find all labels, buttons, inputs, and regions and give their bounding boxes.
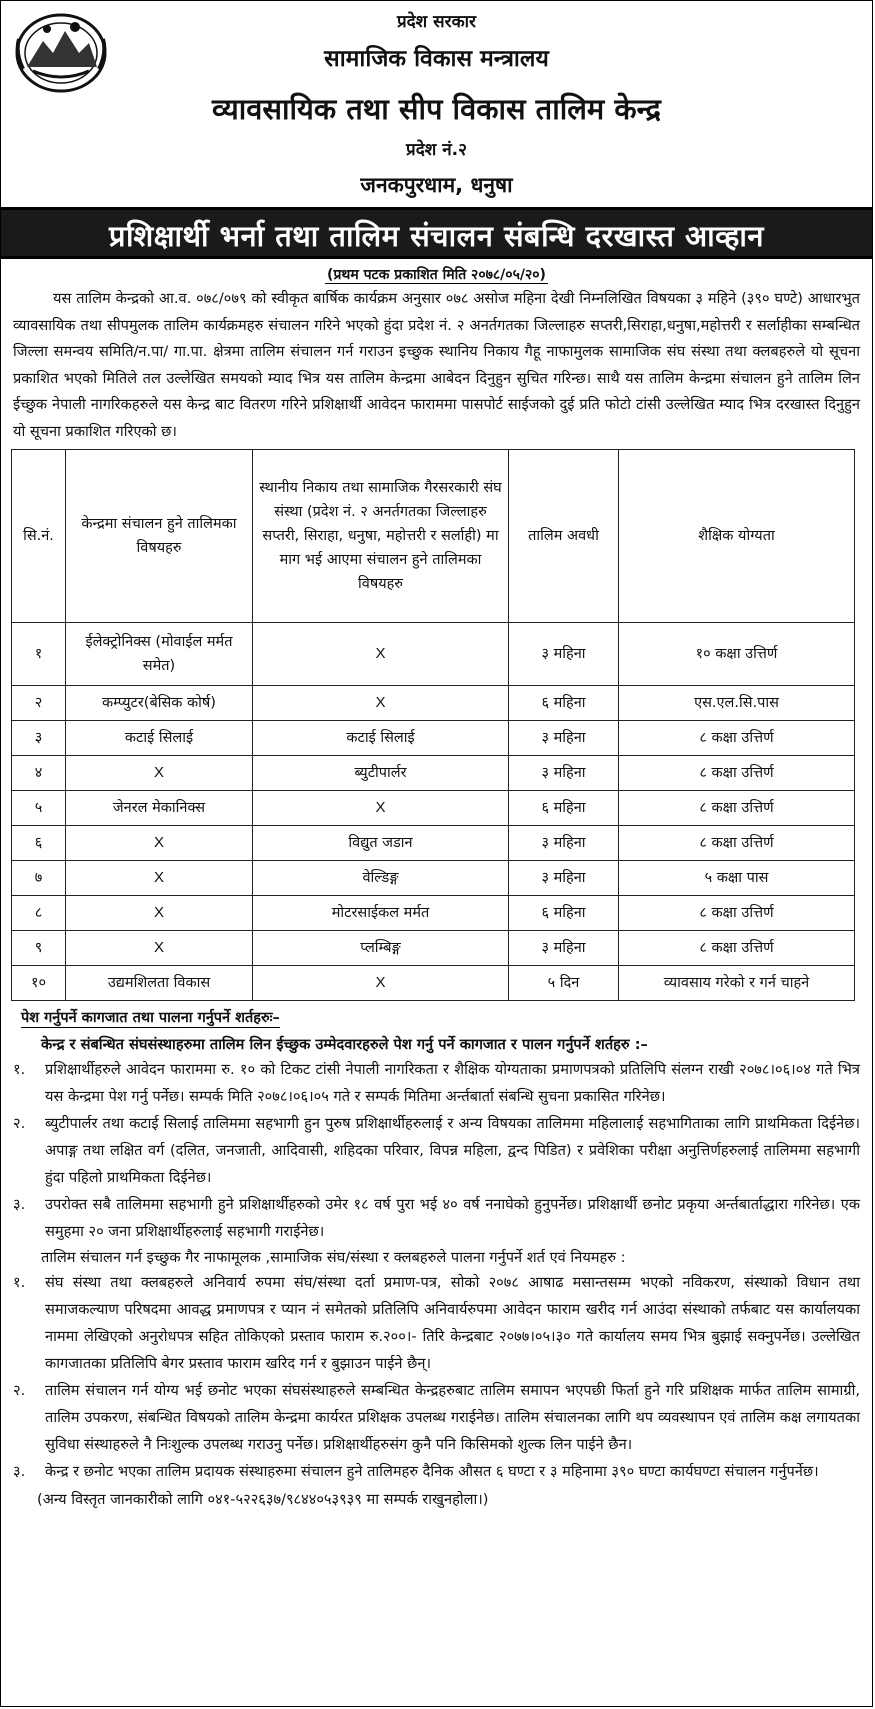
cell-center: जेनरल मेकानिक्स bbox=[66, 791, 253, 826]
cell-center: X bbox=[66, 931, 253, 966]
cell-qualification: एस.एल.सि.पास bbox=[619, 686, 855, 721]
cell-duration: ५ दिन bbox=[509, 966, 619, 1001]
item-text: संघ संस्था तथा क्लबहरुले अनिवार्य रुपमा संघ/संस्था दर्ता प्रमाण-पत्र, सोको २०७८ आषाढ मसान्तसम्म भएको नविकरण, संस्थाको विधान तथा समाजकल्याण परिषदमा आवद्ध प्रमाणपत्र र प्यान नं समेतको प्रतिलिपि अनिवार्यरुपमा आवेदन फाराम खरीद गर्न आउंदा संस्थाको तर्फबाट यस कार्यालयका नाममा लेखिएको अनुरोधपत्र सहित तोकिएको प्रस्ताव फाराम रु.२००।- तिरि केन्द्रबाट २०७७।०५।३० गते कार्यालय समय भित्र बुझाई सक्नुपर्नेछ। उल्लेखित कागजातका प्रतिलिपि बेगर प्रस्ताव फाराम खरिद गर्न र बुझाउन पाईने छैन्। bbox=[45, 1274, 860, 1372]
table-row bbox=[12, 791, 855, 826]
cell-sn: ७ bbox=[12, 861, 66, 896]
cell-duration: ३ महिना bbox=[509, 861, 619, 896]
cell-duration: ३ महिना bbox=[509, 826, 619, 861]
list-item bbox=[13, 1191, 860, 1245]
item-text: उपरोक्त सबै तालिममा सहभागी हुने प्रशिक्षार्थीहरुको उमेर १८ वर्ष पुरा भई ४० वर्ष ननाघेको हुनुपर्नेछ। प्रशिक्षार्थी छनोट प्रकृया अर्न्तबार्ताद्धारा गरिनेछ। एक समुहमा २० जना प्रशिक्षार्थीहरुलाई सहभागी गराईनेछ। bbox=[45, 1196, 860, 1240]
list-item bbox=[13, 1458, 860, 1485]
table-row bbox=[12, 896, 855, 931]
training-table bbox=[11, 449, 855, 1001]
header-center-subjects: केन्द्रमा संचालन हुने तालिमका विषयहरु bbox=[66, 450, 253, 623]
cell-local: मोटरसाईकल मर्मत bbox=[253, 896, 509, 931]
item-number: ३. bbox=[13, 1196, 26, 1213]
item-number: १. bbox=[13, 1274, 26, 1291]
list-item bbox=[13, 1269, 860, 1377]
table-row bbox=[12, 721, 855, 756]
cell-local: X bbox=[253, 686, 509, 721]
cell-duration: ६ महिना bbox=[509, 686, 619, 721]
published-date bbox=[1, 265, 872, 284]
header-line-ministry: सामाजिक विकास मन्त्रालय bbox=[324, 46, 549, 72]
cell-local: X bbox=[253, 966, 509, 1001]
cell-qualification: ८ कक्षा उत्तिर्ण bbox=[619, 896, 855, 931]
cell-duration: ६ महिना bbox=[509, 896, 619, 931]
cell-local: ब्युटीपार्लर bbox=[253, 756, 509, 791]
cell-sn: ८ bbox=[12, 896, 66, 931]
header-line-training-center: व्यावसायिक तथा सीप विकास तालिम केन्द्र bbox=[212, 92, 661, 126]
cell-qualification: १० कक्षा उत्तिर्ण bbox=[619, 623, 855, 686]
cell-center: ईलेक्ट्रोनिक्स (मोवाईल मर्मत समेत) bbox=[66, 623, 253, 686]
cell-qualification: व्यावसाय गरेको र गर्न चाहने bbox=[619, 966, 855, 1001]
cell-sn: ९ bbox=[12, 931, 66, 966]
cell-duration: ३ महिना bbox=[509, 931, 619, 966]
table-row bbox=[12, 623, 855, 686]
cell-duration: ३ महिना bbox=[509, 721, 619, 756]
cell-duration: ३ महिना bbox=[509, 756, 619, 791]
table-header-row bbox=[12, 450, 855, 623]
cell-qualification: ५ कक्षा पास bbox=[619, 861, 855, 896]
header-line-location: जनकपुरधाम, धनुषा bbox=[360, 173, 513, 197]
cell-local: X bbox=[253, 623, 509, 686]
item-text: ब्युटीपार्लर तथा कटाई सिलाई तालिममा सहभागी हुन पुरुष प्रशिक्षार्थीहरुलाई र अन्य विषयका तालिममा महिलालाई सहभागिताका लागि प्राथमिकता दिईनेछ। अपाङ्ग तथा लक्षित वर्ग (दलित, जनजाती, आदिवासी, शहिदका परिवार, विपन्न महिला, द्वन्द पिडित) र प्रवेशिका परीक्षा अनुत्तिर्णहरुलाई तालिममा सहभागी हुंदा पहिलो प्राथमिकता दिईनेछ। bbox=[45, 1115, 860, 1186]
cell-sn: १ bbox=[12, 623, 66, 686]
item-text: प्रशिक्षार्थीहरुले आवेदन फाराममा रु. १० को टिकट टांसी नेपाली नागरिकता र शैक्षिक योग्यताका प्रमाणपत्रको प्रतिलिपि संलग्न राखी २०७८।०६।०४ गते भित्र यस केन्द्रमा पेश गर्नु पर्नेछ। सम्पर्क मिति २०७८।०६।०५ गते र सम्पर्क मितिमा अर्न्तबार्ता संबन्धि सुचना प्रकासित गरिनेछ। bbox=[45, 1061, 860, 1105]
cell-local: कटाई सिलाई bbox=[253, 721, 509, 756]
cell-center: उद्यमशिलता विकास bbox=[66, 966, 253, 1001]
cell-sn: ५ bbox=[12, 791, 66, 826]
header-local-subjects: स्थानीय निकाय तथा सामाजिक गैरसरकारी संघ संस्था (प्रदेश नं. २ अनर्तगतका जिल्लाहरु सप्तरी, सिराहा, धनुषा, महोत्तरी र सर्लाही) मा माग भई आएमा संचालन हुने तालिमका विषयहरु bbox=[253, 450, 509, 623]
cell-local: प्लम्बिङ्ग bbox=[253, 931, 509, 966]
intro-paragraph: यस तालिम केन्द्रको आ.व. ०७८/०७९ को स्वीकृत बार्षिक कार्यक्रम अनुसार ०७८ असोज महिना देखी निम्नलिखित विषयका ३ महिने (३९० घण्टे) आधारभुत व्यावसायिक तथा सीपमुलक तालिम कार्यक्रमहरु संचालन गरिने भएको हुंदा प्रदेश नं. २ अनर्तगतका जिल्लाहरु सप्तरी,सिराहा,धनुषा,महोत्तरी र सर्लाहीका सम्बन्धित जिल्ला समन्वय समिति/न.पा/ गा.पा. क्षेत्रमा तालिम संचालन गर्न गराउन इच्छुक स्थानिय निकाय गैहू नाफामुलक सामाजिक संघ संस्था तथा क्लबहरुले यो सूचना प्रकाशित भएको मितिले तल उल्लेखित समयको म्याद भित्र यस तालिम केन्द्रमा आबेदन दिनुहुन सुचित गरिन्छ। साथै यस तालिम केन्द्रमा संचालन हुने तालिम लिन ईच्छुक नेपाली नागरिकहरुले यस केन्द्र बाट वितरण गरिने प्रशिक्षार्थी आवेदन फाराममा पासपोर्ट साईजको दुई प्रति फोटो टांसी उल्लेखित म्याद भित्र दरखास्त दिनुहुन यो सूचना प्रकाशित गरिएको छ। bbox=[13, 290, 860, 440]
table-row bbox=[12, 756, 855, 791]
cell-center: X bbox=[66, 756, 253, 791]
documents-section-title: पेश गर्नुपर्ने कागजात तथा पालना गर्नुपर्ने शर्तहरुः– bbox=[21, 1007, 280, 1028]
cell-duration: ६ महिना bbox=[509, 791, 619, 826]
trainee-terms-heading: केन्द्र र संबन्धित संघसंस्थाहरुमा तालिम लिन ईच्छुक उम्मेदवारहरुले पेश गर्नु पर्ने कागजात र पालन गर्नुपर्ने शर्तहरु :– bbox=[41, 1036, 648, 1053]
organization-terms-heading: तालिम संचालन गर्न इच्छुक गैर नाफामूलक ,सामाजिक संघ/संस्था र क्लबहरुले पालना गर्नुपर्ने शर्त एवं नियमहरु : bbox=[41, 1249, 626, 1266]
item-number: ३. bbox=[13, 1463, 26, 1480]
cell-qualification: ८ कक्षा उत्तिर्ण bbox=[619, 721, 855, 756]
header-line-province-number: प्रदेश नं.२ bbox=[406, 140, 467, 160]
cell-sn: २ bbox=[12, 686, 66, 721]
header-sn: सि.नं. bbox=[12, 450, 66, 623]
header-duration: तालिम अवधी bbox=[509, 450, 619, 623]
cell-qualification: ८ कक्षा उत्तिर्ण bbox=[619, 826, 855, 861]
notice-banner-title: प्रशिक्षार्थी भर्ना तथा तालिम संचालन संबन्धि दरखास्त आव्हान bbox=[1, 207, 872, 259]
header bbox=[1, 1, 872, 207]
published-date-text: (प्रथम पटक प्रकाशित मिति २०७८/०५/२०) bbox=[327, 267, 546, 283]
item-text: केन्द्र र छनोट भएका तालिम प्रदायक संस्थाहरुमा संचालन हुने तालिमहरु दैनिक औसत ६ घण्टा र ३ महिनामा ३९० घण्टा कार्यघण्टा संचालन गर्नुपर्नेछ। bbox=[45, 1463, 819, 1480]
header-qualification: शैक्षिक योग्यता bbox=[619, 450, 855, 623]
list-item bbox=[13, 1377, 860, 1458]
item-text: तालिम संचालन गर्न योग्य भई छनोट भएका संघसंस्थाहरुले सम्बन्धित केन्द्रहरुबाट तालिम समापन भएपछी फिर्ता हुने गरि प्रशिक्षक मार्फत तालिम सामाग्री, तालिम उपकरण, संबन्धित विषयको तालिम केन्द्रमा कार्यरत प्रशिक्षक उपलब्ध गराईनेछ। तालिम संचालनका लागि थप व्यवस्थापन एवं तालिम कक्ष लगायतका सुविधा संस्थाहरुले नै निःशुल्क उपलब्ध गराउनु पर्नेछ। प्रशिक्षार्थीहरुसंग कुनै पनि किसिमको शुल्क लिन पाईने छैन। bbox=[45, 1382, 860, 1453]
cell-center: कटाई सिलाई bbox=[66, 721, 253, 756]
cell-sn: ६ bbox=[12, 826, 66, 861]
cell-qualification: ८ कक्षा उत्तिर्ण bbox=[619, 791, 855, 826]
cell-qualification: ८ कक्षा उत्तिर्ण bbox=[619, 931, 855, 966]
item-number: १. bbox=[13, 1061, 26, 1078]
table-row bbox=[12, 931, 855, 966]
list-item bbox=[13, 1056, 860, 1110]
cell-sn: १० bbox=[12, 966, 66, 1001]
list-item bbox=[13, 1110, 860, 1191]
cell-local: वेल्डिङ्ग bbox=[253, 861, 509, 896]
table-row bbox=[12, 966, 855, 1001]
table-row bbox=[12, 826, 855, 861]
header-line-province-government: प्रदेश सरकार bbox=[396, 12, 477, 32]
organization-terms-list bbox=[13, 1269, 860, 1485]
cell-duration: ३ महिना bbox=[509, 623, 619, 686]
cell-center: कम्प्युटर(बेसिक कोर्ष) bbox=[66, 686, 253, 721]
cell-center: X bbox=[66, 826, 253, 861]
cell-local: विद्युत जडान bbox=[253, 826, 509, 861]
item-number: २. bbox=[13, 1115, 26, 1132]
item-number: २. bbox=[13, 1382, 26, 1399]
contact-info: (अन्य विस्तृत जानकारीको लागि ०४१-५२२६३७/९८४४०५३९३९ मा सम्पर्क राखुनहोला।) bbox=[37, 1491, 489, 1508]
cell-qualification: ८ कक्षा उत्तिर्ण bbox=[619, 756, 855, 791]
cell-sn: ३ bbox=[12, 721, 66, 756]
cell-local: X bbox=[253, 791, 509, 826]
cell-sn: ४ bbox=[12, 756, 66, 791]
table-row bbox=[12, 686, 855, 721]
cell-center: X bbox=[66, 861, 253, 896]
cell-center: X bbox=[66, 896, 253, 931]
trainee-terms-list bbox=[13, 1056, 860, 1245]
table-row bbox=[12, 861, 855, 896]
